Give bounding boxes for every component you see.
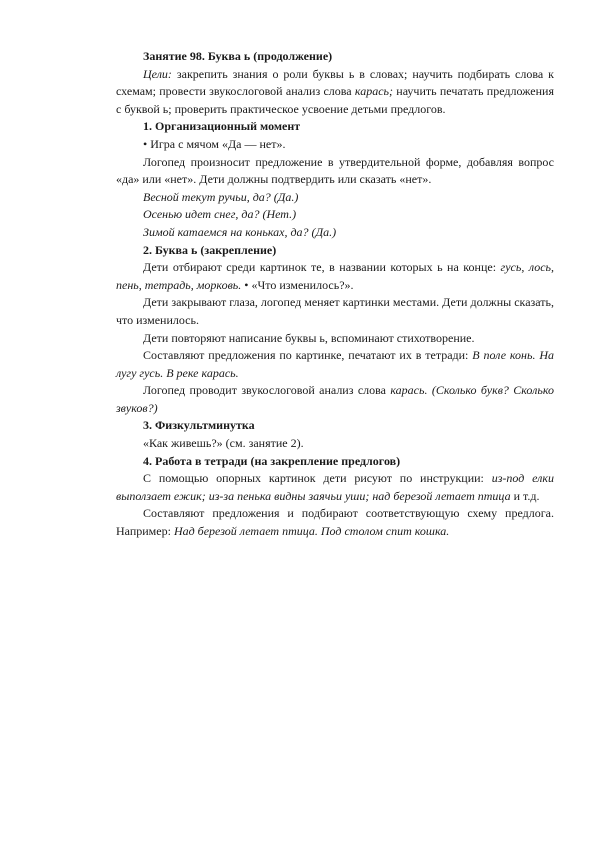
goals-paragraph xyxy=(116,66,554,119)
s2-p4-text: Составляют предложения по картинке, печатают их в тетради: xyxy=(143,348,473,363)
goals-word: карась; xyxy=(354,84,394,99)
s2-p1-text: Дети отбирают среди картинок те, в названии которых ь на конце: xyxy=(143,260,501,275)
example-sentence-1: Весной текут ручьи, да? (Да.) xyxy=(143,189,299,204)
example-sentence-2: Осенью идет снег, да? (Нет.) xyxy=(143,207,297,222)
section-2-heading: 2. Буква ь (закрепление) xyxy=(143,242,277,257)
example-sentence-3: Зимой катаемся на коньках, да? (Да.) xyxy=(143,224,337,239)
section-2-paragraph-1 xyxy=(116,259,554,294)
s2-p1-game: • «Что изменилось?». xyxy=(241,277,354,292)
s2-p5-questions: (Сколько букв? Сколько звуков?) xyxy=(116,383,554,415)
lesson-title: Занятие 98. Буква ь (продолжение) xyxy=(143,49,333,63)
s4-p2-text: Составляют предложения и подбирают соответствующую схему предлога. Например: xyxy=(116,506,554,539)
section-2-paragraph-4 xyxy=(116,347,554,382)
document-body xyxy=(116,48,554,541)
goals-text-2: научить печатать предложения с буквой ь; проверить практическое усвоение детьми предлогов. xyxy=(116,84,554,116)
section-4-heading: 4. Работа в тетради (на закрепление предлогов) xyxy=(143,453,401,468)
s2-p5-word: карась. xyxy=(390,383,428,398)
section-1-bullet: • Игра с мячом «Да — нет». xyxy=(143,136,286,151)
section-4-paragraph-2 xyxy=(116,505,554,540)
section-2-paragraph-2: Дети закрывают глаза, логопед меняет картинки местами. Дети должны сказать, что изменилось. xyxy=(116,295,554,327)
section-3-heading: 3. Физкультминутка xyxy=(143,418,255,433)
section-2-paragraph-3: Дети повторяют написание буквы ь, вспоминают стихотворение. xyxy=(143,330,475,345)
s2-p1-words: гусь, лось, пень, тетрадь, морковь. xyxy=(116,260,554,292)
s4-p1-etc: и т.д. xyxy=(510,488,540,503)
s4-p1-instructions: из-под елки выползает ежик; из-за пенька видны заячьи уши; над березой летает птица xyxy=(116,471,554,503)
goals-text-1: закрепить знания о роли буквы ь в словах; научить подбирать слова к схемам; провести звукослоговой анализ слова xyxy=(116,66,554,99)
section-3-paragraph: «Как живешь?» (см. занятие 2). xyxy=(143,436,304,451)
section-1-heading: 1. Организационный момент xyxy=(143,119,301,134)
s2-p5-text: Логопед проводит звукослоговой анализ слова xyxy=(143,383,391,398)
section-1-paragraph: Логопед произносит предложение в утвердительной форме, добавляя вопрос «да» или «нет». Дети должны подтвердить или сказать «нет». xyxy=(116,154,554,187)
section-4-paragraph-1 xyxy=(116,470,554,505)
s4-p2-examples: Над березой летает птица. Под столом спит кошка. xyxy=(173,524,450,539)
section-2-paragraph-5 xyxy=(116,382,554,417)
s2-p4-sentences: В поле конь. На лугу гусь. В реке карась. xyxy=(116,348,554,380)
s4-p1-text: С помощью опорных картинок дети рисуют по инструкции: xyxy=(143,471,492,486)
goals-label: Цели: xyxy=(143,66,172,81)
